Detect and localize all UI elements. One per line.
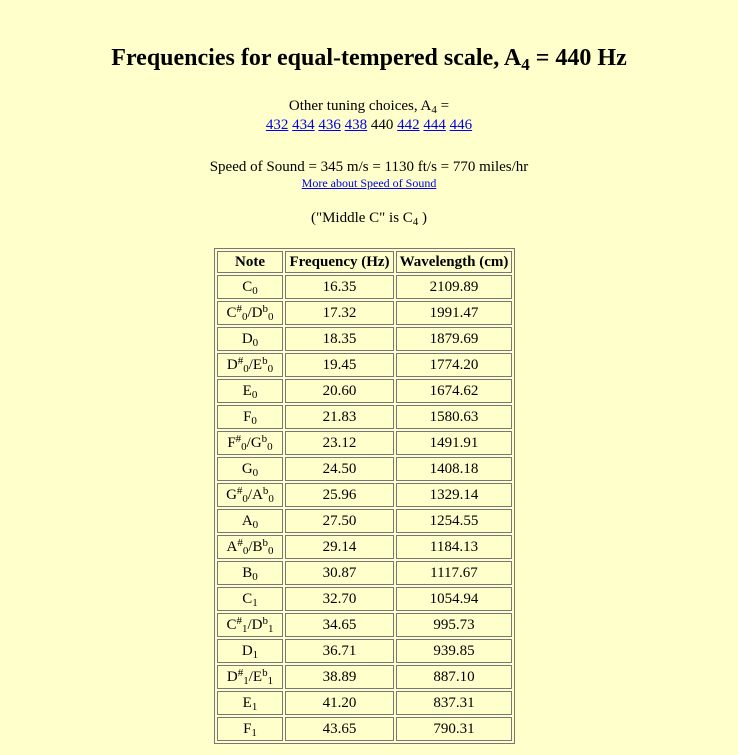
note-cell <box>217 535 283 559</box>
frequency-cell: 21.83 <box>285 405 394 429</box>
octave-number: 0 <box>242 493 248 505</box>
frequency-cell: 30.87 <box>285 561 394 585</box>
tuning-link-436[interactable]: 436 <box>318 117 341 133</box>
octave-number: 1 <box>251 727 257 739</box>
note-cell <box>217 379 283 403</box>
flat-symbol: b <box>262 485 269 497</box>
sharp-symbol: # <box>236 485 243 497</box>
note-letter: C <box>226 617 237 633</box>
wavelength-cell: 1879.69 <box>396 327 512 351</box>
wavelength-cell: 1774.20 <box>396 353 512 377</box>
table-header-row <box>217 251 512 273</box>
octave-number: 1 <box>251 701 258 713</box>
tuning-current: 440 <box>370 117 394 133</box>
octave-number: 0 <box>242 545 249 557</box>
octave-number: 0 <box>251 415 257 427</box>
frequency-cell: 32.70 <box>285 587 394 611</box>
table-row <box>217 457 512 481</box>
note-cell <box>217 327 283 351</box>
flat-symbol: b <box>262 355 268 367</box>
wavelength-cell: 790.31 <box>396 717 512 741</box>
tuning-link-438[interactable]: 438 <box>344 117 368 133</box>
enharmonic-separator: / <box>246 435 251 451</box>
note-cell <box>217 717 283 741</box>
frequency-cell: 17.32 <box>285 301 394 325</box>
octave-number: 0 <box>252 467 259 479</box>
octave-number: 1 <box>252 597 258 609</box>
wavelength-cell: 1991.47 <box>396 301 512 325</box>
note-cell <box>217 431 283 455</box>
note-cell <box>217 301 283 325</box>
middle-c-suffix: ) <box>418 210 428 226</box>
frequency-cell: 43.65 <box>285 717 394 741</box>
sharp-symbol: # <box>237 667 244 679</box>
note-letter-flat: B <box>252 539 263 555</box>
tuning-label <box>0 97 738 115</box>
frequency-cell: 24.50 <box>285 457 394 481</box>
middle-c-prefix: ("Middle C" is C <box>310 210 413 226</box>
flat-symbol: b <box>262 615 269 627</box>
octave-number: 0 <box>268 545 274 557</box>
frequency-cell: 27.50 <box>285 509 394 533</box>
table-row <box>217 379 512 403</box>
flat-symbol: b <box>262 667 268 679</box>
octave-number: 0 <box>251 389 258 401</box>
note-letter: A <box>226 539 238 555</box>
table-row <box>217 483 512 507</box>
frequency-cell: 19.45 <box>285 353 394 377</box>
frequency-cell: 34.65 <box>285 613 394 637</box>
octave-number: 0 <box>267 441 273 453</box>
wavelength-cell: 1329.14 <box>396 483 512 507</box>
tuning-label-prefix: Other tuning choices, A <box>288 98 432 114</box>
note-letter: C <box>242 591 253 607</box>
note-letter: E <box>242 695 252 711</box>
sharp-symbol: # <box>237 537 243 549</box>
table-row <box>217 431 512 455</box>
wavelength-cell: 837.31 <box>396 691 512 715</box>
octave-number: 0 <box>243 363 249 375</box>
table-row <box>217 717 512 741</box>
table-row <box>217 665 512 689</box>
note-cell <box>217 353 283 377</box>
frequency-cell: 16.35 <box>285 275 394 299</box>
note-letter-flat: D <box>251 305 263 321</box>
note-cell <box>217 457 283 481</box>
table-row <box>217 353 512 377</box>
tuning-label-suffix: = <box>436 98 450 114</box>
note-letter: C <box>226 305 237 321</box>
table-row <box>217 587 512 611</box>
octave-number: 0 <box>252 337 259 349</box>
note-letter-flat: A <box>252 487 263 503</box>
wavelength-cell: 1491.91 <box>396 431 512 455</box>
frequency-cell: 20.60 <box>285 379 394 403</box>
note-letter: F <box>243 409 252 425</box>
speed-of-sound-text: Speed of Sound = 345 m/s = 1130 ft/s = 770 miles/hr <box>209 159 529 175</box>
tuning-links <box>0 115 738 135</box>
octave-number: 0 <box>268 311 274 323</box>
table-row <box>217 275 512 299</box>
tuning-link-446[interactable]: 446 <box>449 117 473 133</box>
note-letter-flat: D <box>251 617 263 633</box>
note-cell <box>217 691 283 715</box>
wavelength-cell: 1054.94 <box>396 587 512 611</box>
middle-c-note <box>0 209 738 227</box>
note-letter: G <box>226 487 237 503</box>
note-letter: G <box>241 461 253 477</box>
note-cell <box>217 405 283 429</box>
note-cell <box>217 613 283 637</box>
middle-c-sub: 4 <box>412 216 419 228</box>
page-title <box>0 0 738 72</box>
sharp-symbol: # <box>236 615 242 627</box>
wavelength-cell: 887.10 <box>396 665 512 689</box>
tuning-link-444[interactable]: 444 <box>423 117 446 133</box>
table-row <box>217 691 512 715</box>
sharp-symbol: # <box>235 433 242 445</box>
note-cell <box>217 275 283 299</box>
table-row <box>217 639 512 663</box>
header-frequency: Frequency (Hz) <box>285 251 394 273</box>
header-note: Note <box>217 251 283 273</box>
wavelength-cell: 1408.18 <box>396 457 512 481</box>
octave-number: 0 <box>241 441 247 453</box>
wavelength-cell: 1117.67 <box>396 561 512 585</box>
enharmonic-separator: / <box>247 305 252 321</box>
note-letter-flat: G <box>250 435 262 451</box>
wavelength-cell: 995.73 <box>396 613 512 637</box>
octave-number: 1 <box>267 675 274 687</box>
note-letter: D <box>226 357 238 373</box>
wavelength-cell: 1674.62 <box>396 379 512 403</box>
note-cell <box>217 509 283 533</box>
tuning-link-442[interactable]: 442 <box>397 117 420 133</box>
note-cell <box>217 665 283 689</box>
note-cell <box>217 587 283 611</box>
frequency-table <box>214 248 515 744</box>
table-row <box>217 561 512 585</box>
flat-symbol: b <box>262 537 269 549</box>
title-sub: 4 <box>521 55 530 74</box>
octave-number: 0 <box>252 285 258 297</box>
note-letter-flat: E <box>252 669 263 685</box>
frequency-cell: 41.20 <box>285 691 394 715</box>
frequency-cell: 25.96 <box>285 483 394 507</box>
frequency-cell: 38.89 <box>285 665 394 689</box>
note-letter: B <box>242 565 253 581</box>
note-letter: C <box>242 279 253 295</box>
octave-number: 1 <box>252 649 259 661</box>
octave-number: 1 <box>243 675 249 687</box>
table-row <box>217 301 512 325</box>
frequency-cell: 18.35 <box>285 327 394 351</box>
title-prefix: Frequencies for equal-tempered scale, A <box>111 45 522 71</box>
octave-number: 0 <box>242 311 248 323</box>
table-row <box>217 327 512 351</box>
wavelength-cell: 2109.89 <box>396 275 512 299</box>
table-body <box>217 275 512 741</box>
note-letter: A <box>241 513 253 529</box>
octave-number: 0 <box>267 363 274 375</box>
title-suffix: = 440 Hz <box>529 45 627 71</box>
octave-number: 0 <box>268 493 274 505</box>
note-letter: F <box>243 721 252 737</box>
header-wavelength: Wavelength (cm) <box>396 251 512 273</box>
note-cell <box>217 483 283 507</box>
enharmonic-separator: / <box>248 669 253 685</box>
table-row <box>217 509 512 533</box>
tuning-link-434[interactable]: 434 <box>292 117 315 133</box>
enharmonic-separator: / <box>247 487 253 503</box>
note-cell <box>217 639 283 663</box>
note-letter: D <box>226 669 238 685</box>
enharmonic-separator: / <box>247 617 252 633</box>
wavelength-cell: 939.85 <box>396 639 512 663</box>
tuning-link-432[interactable]: 432 <box>265 117 289 133</box>
note-letter: F <box>227 435 236 451</box>
enharmonic-separator: / <box>248 357 253 373</box>
octave-number: 0 <box>252 519 259 531</box>
note-letter: D <box>241 643 253 659</box>
wavelength-cell: 1580.63 <box>396 405 512 429</box>
table-row <box>217 613 512 637</box>
octave-number: 0 <box>252 571 258 583</box>
speed-of-sound-link[interactable]: More about Speed of Sound <box>301 176 437 190</box>
table-row <box>217 405 512 429</box>
note-letter: E <box>242 383 252 399</box>
frequency-cell: 36.71 <box>285 639 394 663</box>
frequency-cell: 29.14 <box>285 535 394 559</box>
octave-number: 1 <box>268 623 274 635</box>
note-letter-flat: E <box>252 357 263 373</box>
flat-symbol: b <box>262 303 269 315</box>
flat-symbol: b <box>261 433 268 445</box>
note-letter: D <box>241 331 253 347</box>
note-cell <box>217 561 283 585</box>
sharp-symbol: # <box>236 303 242 315</box>
wavelength-cell: 1254.55 <box>396 509 512 533</box>
octave-number: 1 <box>242 623 248 635</box>
table-row <box>217 535 512 559</box>
tuning-label-sub: 4 <box>431 104 437 116</box>
wavelength-cell: 1184.13 <box>396 535 512 559</box>
frequency-cell: 23.12 <box>285 431 394 455</box>
sharp-symbol: # <box>237 355 244 367</box>
enharmonic-separator: / <box>248 539 253 555</box>
